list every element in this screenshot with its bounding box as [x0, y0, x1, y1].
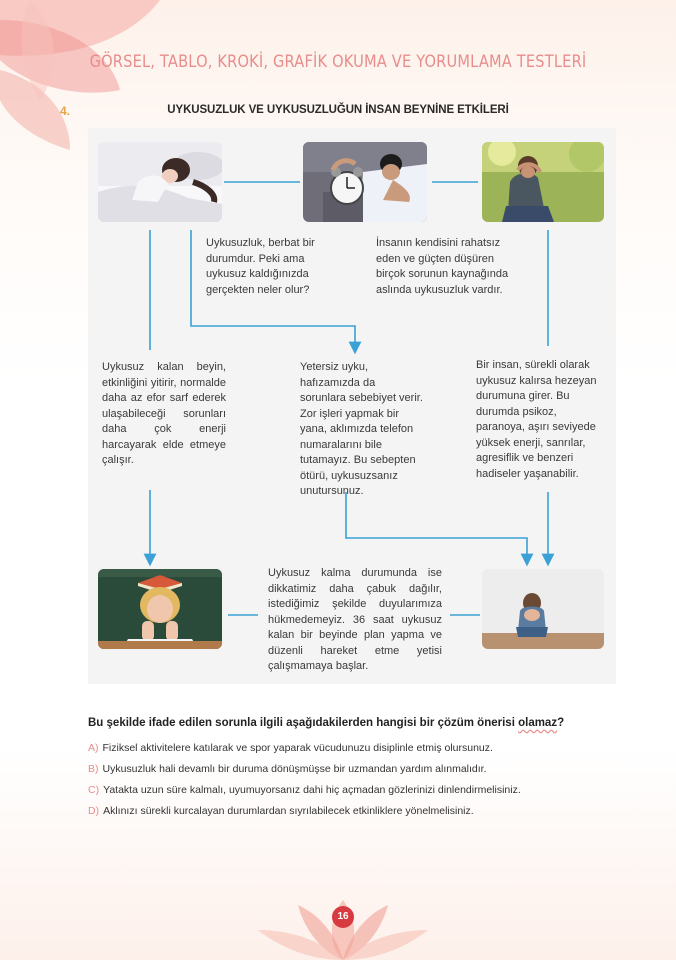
option-letter: B) [88, 763, 99, 775]
option-text: Fiziksel aktivitelere katılarak ve spor yaparak vücudunuzu disiplinle etmiş olursunuz. [102, 742, 493, 754]
stressed-man-photo [482, 142, 604, 222]
attention-text: Uykusuz kalma durumunda ise dikkatimiz daha çabuk dağılır, istediğimiz şekilde duyularımıza hükmedemeyiz. 36 saat uykusuz kalan bir beyinde plan yapma ve düzenli hareket etme yetisi çalışmamaya başlar. [268, 567, 442, 672]
option-text: Yatakta uzun süre kalmalı, uyumuyorsanız dahi hiç açmadan gözlerinizi dinlendirmelisiniz. [103, 784, 521, 796]
intro-text: Uykusuzluk, berbat bir durumdur. Peki ama uykusuz kaldığınızda gerçekten neler olur? [206, 237, 315, 296]
question-number: 4. [60, 104, 71, 118]
question-prompt-start: Bu şekilde ifade edilen sorunla ilgili aşağıdakilerden hangisi bir çözüm önerisi [88, 717, 519, 729]
woman-in-bed-photo [98, 142, 222, 222]
option-c[interactable] [88, 784, 648, 796]
option-letter: A) [88, 742, 99, 754]
option-text: Uykusuzluk hali devamlı bir duruma dönüşmüşse bir uzmandan yardım alınmalıdır. [102, 763, 487, 775]
sad-girl-photo [482, 569, 604, 649]
option-b[interactable] [88, 763, 648, 775]
option-letter: D) [88, 805, 100, 817]
student-with-book-photo [98, 569, 222, 649]
page-number-badge: 16 [332, 906, 354, 928]
man-alarm-clock-photo [303, 142, 427, 222]
cause-text: İnsanın kendisini rahatsız eden ve güçten düşüren birçok sorunun kaynağında aslında uykusuzluk vardır. [376, 237, 509, 296]
question-title: UYKUSUZLUK VE UYKUSUZLUĞUN İNSAN BEYNİNE ETKİLERİ [167, 104, 509, 116]
option-text: Aklınızı sürekli kurcalayan durumlardan sıyrılabilecek etkinliklere yönelmelisiniz. [103, 805, 474, 817]
question-prompt-end: ? [557, 717, 565, 729]
header-title: GÖRSEL, TABLO, KROKİ, GRAFİK OKUMA VE YORUMLAMA TESTLERİ [89, 52, 587, 72]
option-a[interactable] [88, 742, 648, 754]
memory-text: Yetersiz uyku, hafızamızda da sorunlara sebebiyet verir. Zor işleri yapmak bir yana, aklımızda telefon numaralarını bile tutamayız. Bu sebepten ötürü, uykusuzsanız unutursunuz. [300, 361, 423, 497]
delusion-text: Bir insan, sürekli olarak uykusuz kalırsa hezeyan durumuna girer. Bu durumda psikoz, paranoya, aşırı seviyede yüksek enerji, sanrılar, agresiflik ve benzeri hadiseler yaşanabilir. [476, 359, 597, 480]
option-letter: C) [88, 784, 100, 796]
brain-text: Uykusuz kalan beyin, etkinliğini yitirir, normalde daha az efor sarf ederek ulaşabileceği sorunları daha çok enerji harcayarak elde etmeye çalışır. [102, 361, 226, 466]
question-prompt [88, 717, 648, 729]
question-prompt-negative: olamaz [518, 717, 558, 729]
option-d[interactable] [88, 805, 648, 817]
